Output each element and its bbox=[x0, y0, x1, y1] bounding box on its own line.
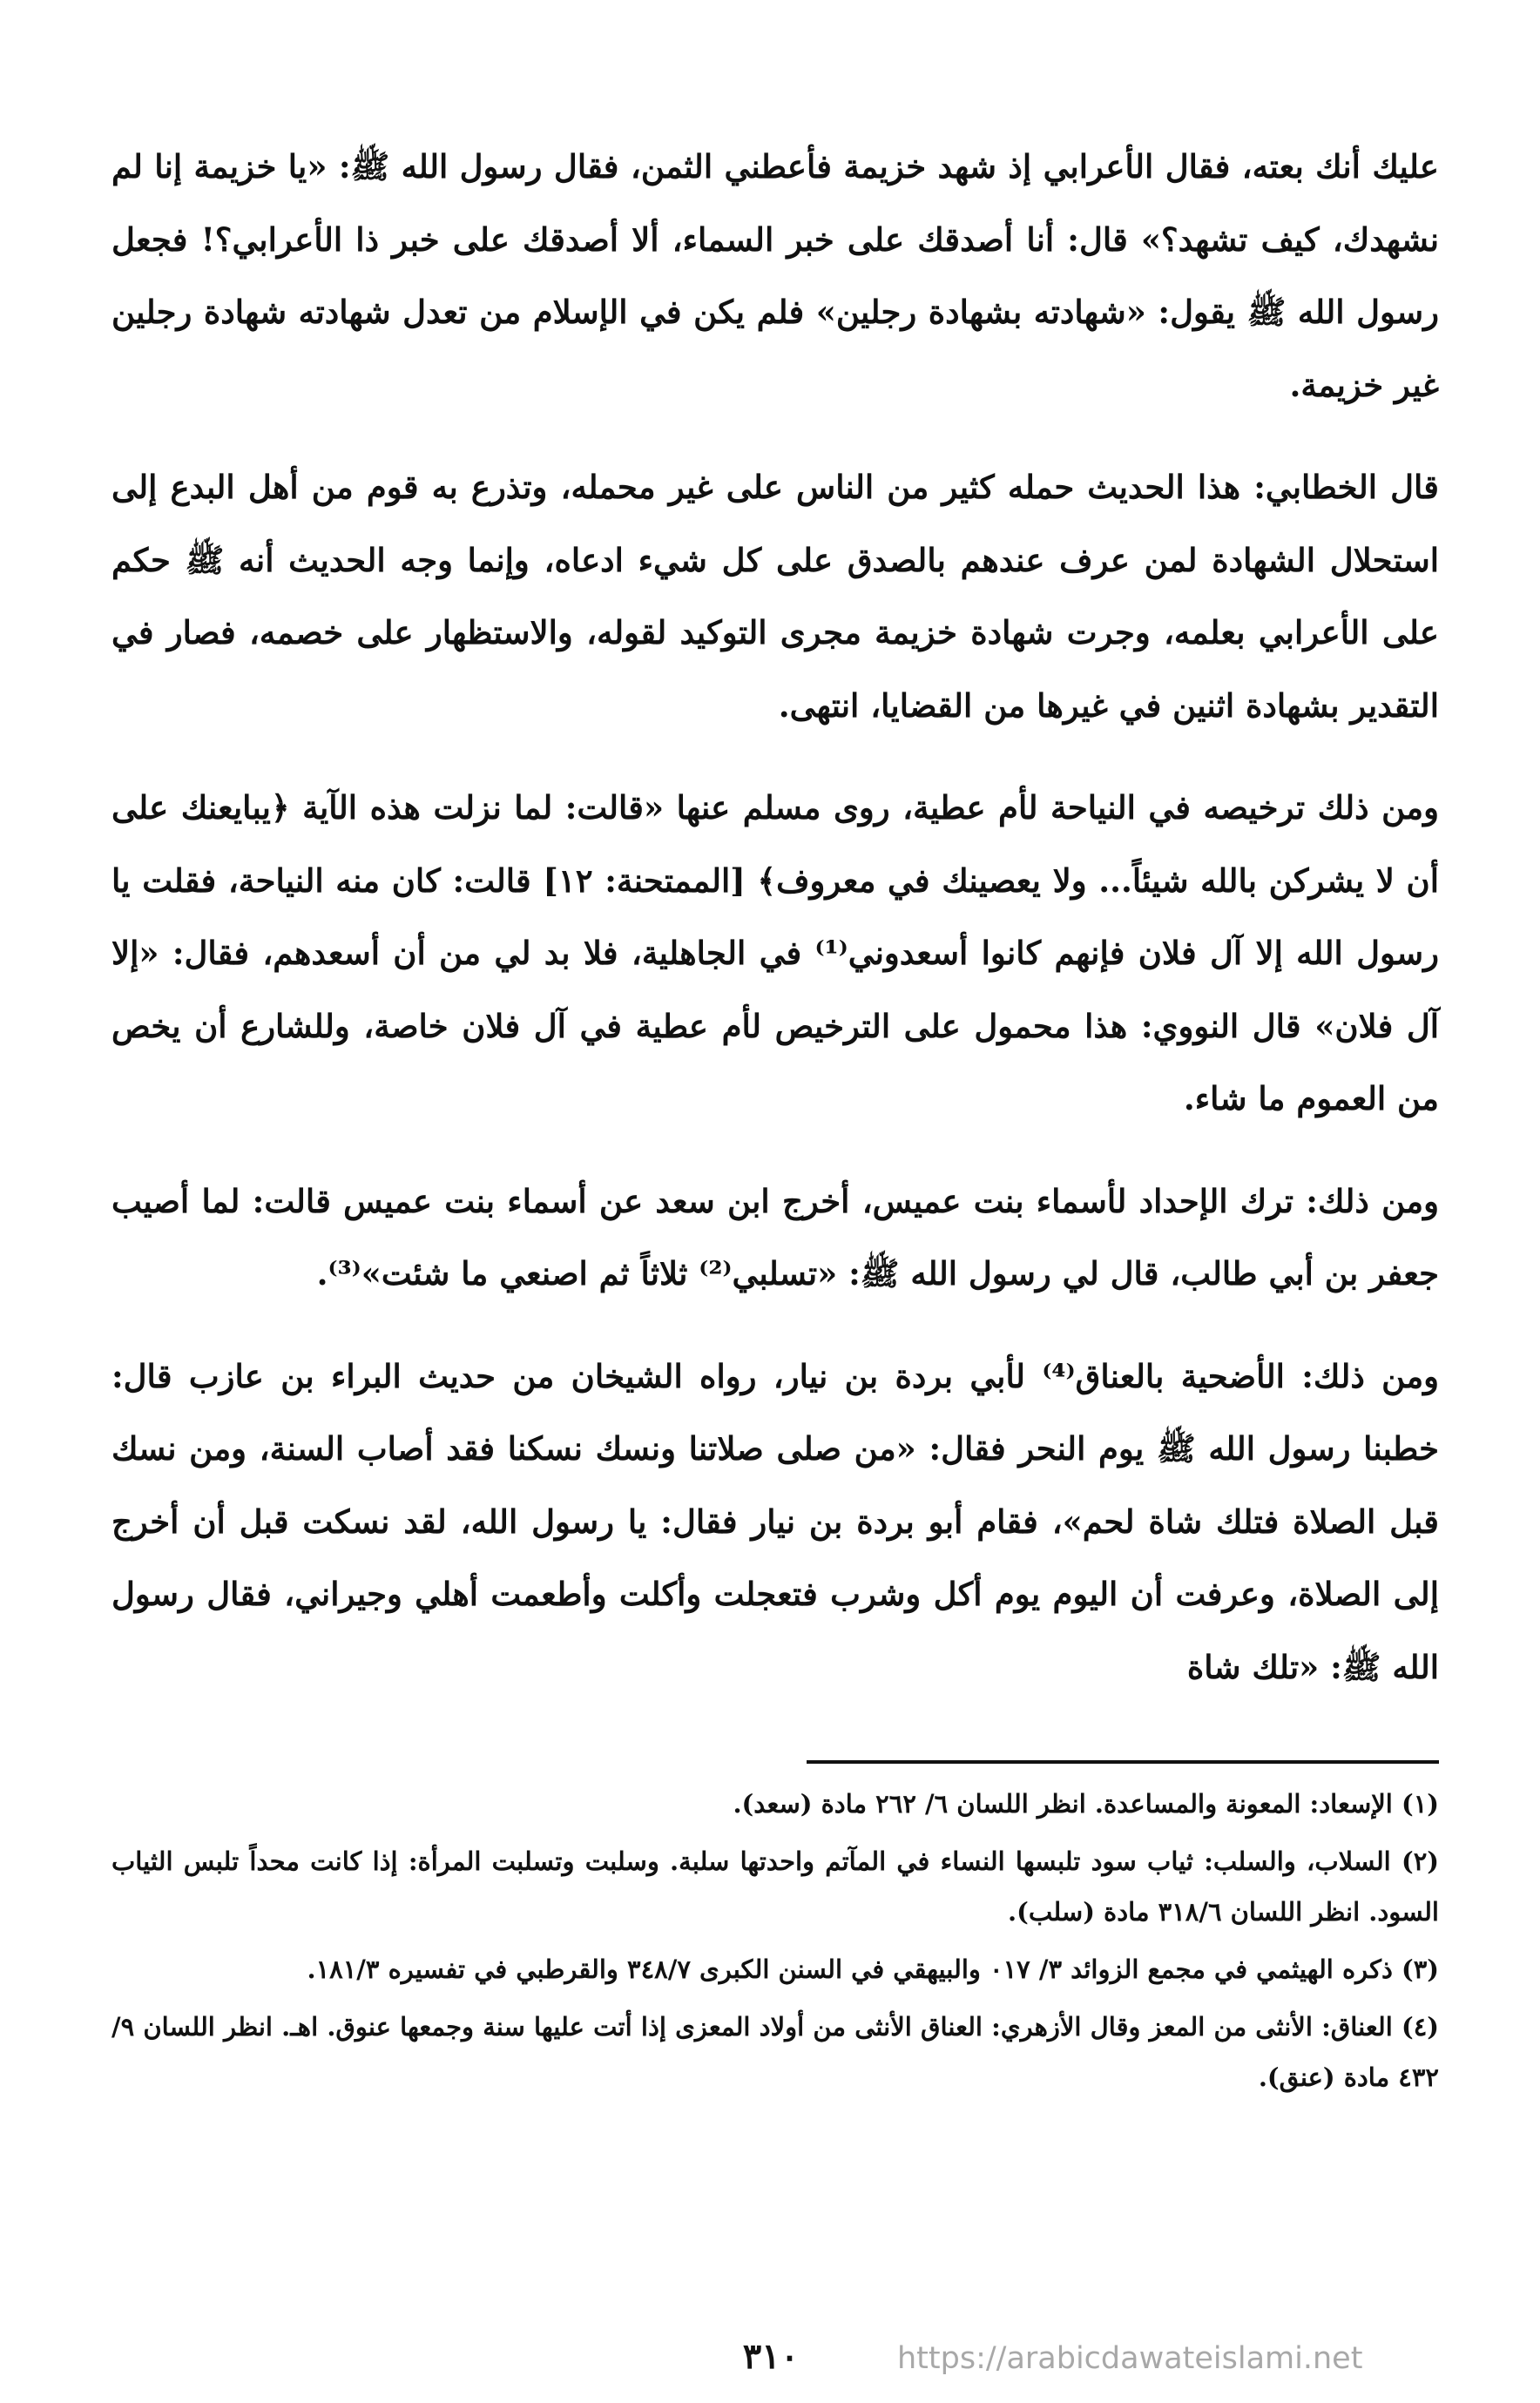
body-paragraph-4: ومن ذلك: ترك الإحداد لأسماء بنت عميس، أخرج ابن سعد عن أسماء بنت عميس قالت: لما أصيب جعفر بن أبي طالب، قال لي رسول الله ﷺ: «تسلبي⁽²⁾ ثلاثاً ثم اصنعي ما شئت»⁽³⁾. bbox=[111, 1181, 1439, 1293]
body-paragraph-2: قال الخطابي: هذا الحديث حمله كثير من الناس على غير محمله، وتذرع به قوم من أهل البدع إلى استحلال الشهادة لمن عرف عندهم بالصدق على كل شيء ادعاه، وإنما وجه الحديث أنه ﷺ حكم على الأعرابي بعلمه، وجرت شهادة خزيمة مجرى التوكيد لقوله، والاستظهار على خصمه، فصار في التقدير بشهادة اثنين في غيرها من القضايا، انتهى. bbox=[111, 468, 1439, 725]
page-number: ٣١٠ bbox=[742, 2336, 800, 2377]
body-paragraph-3: ومن ذلك ترخيصه في النياحة لأم عطية، روى مسلم عنها «قالت: لما نزلت هذه الآية ﴿يبايعنك على أن لا يشركن بالله شيئاً... ولا يعصينك في معروف﴾ [الممتحنة: ١٢] قالت: كان منه النياحة، فقلت يا رسول الله إلا آل فلان فإنهم كانوا أسعدوني⁽¹⁾ في الجاهلية، فلا بد لي من أن أسعدهم، فقال: «إلا آل فلان» قال النووي: هذا محمول على الترخيص لأم عطية في آل فلان خاصة، وللشارع أن يخص من العموم ما شاء. bbox=[111, 788, 1440, 1117]
footnote-1: (١) الإسعاد: المعونة والمساعدة. انظر اللسان ٦/ ٢٦٢ مادة (سعد). bbox=[733, 1789, 1439, 1819]
website-watermark: https://arabicdawateislami.net bbox=[897, 2341, 1363, 2376]
body-paragraph-1: عليك أنك بعته، فقال الأعرابي إذ شهد خزيمة فأعطني الثمن، فقال رسول الله ﷺ: «يا خزيمة إنا لم نشهدك، كيف تشهد؟» قال: أنا أصدقك على خبر السماء، ألا أصدقك على خبر ذا الأعرابي؟! فجعل رسول الله ﷺ يقول: «شهادته بشهادة رجلين» فلم يكن في الإسلام من تعدل شهادته شهادة رجلين غير خزيمة. bbox=[111, 147, 1439, 404]
footnote-3: (٣) ذكره الهيثمي في مجمع الزوائد ٣/ ٠١٧ والبيهقي في السنن الكبرى ٣٤٨/٧ والقرطبي في تفسيره ١٨١/٣. bbox=[307, 1954, 1439, 1984]
footnote-2: (٢) السلاب، والسلب: ثياب سود تلبسها النساء في المآتم واحدتها سلبة. وسلبت وتسلبت المرأة: إذا كانت محداً تلبس الثياب السود. انظر اللسان ٣١٨/٦ مادة (سلب). bbox=[111, 1846, 1439, 1927]
body-paragraph-5: ومن ذلك: الأضحية بالعناق⁽⁴⁾ لأبي بردة بن نيار، رواه الشيخان من حديث البراء بن عازب قال: خطبنا رسول الله ﷺ يوم النحر فقال: «من صلى صلاتنا ونسك نسكنا فقد أصاب السنة، ومن نسك قبل الصلاة فتلك شاة لحم»، فقام أبو بردة بن نيار فقال: يا رسول الله، لقد نسكت قبل أن أخرج إلى الصلاة، وعرفت أن اليوم يوم أكل وشرب فتعجلت وأكلت وأطعمت أهلي وجيراني، فقال رسول الله ﷺ: «تلك شاة bbox=[111, 1356, 1439, 1686]
footnotes-section bbox=[111, 1779, 1439, 2109]
footnote-4: (٤) العناق: الأنثى من المعز وقال الأزهري: العناق الأنثى من أولاد المعزى إذا أتت عليها سنة وجمعها عنوق. اهـ. انظر اللسان ٩/ ٤٣٢ مادة (عنق). bbox=[111, 2012, 1439, 2092]
footnote-separator-line bbox=[807, 1760, 1439, 1764]
main-text-body bbox=[111, 131, 1439, 1704]
